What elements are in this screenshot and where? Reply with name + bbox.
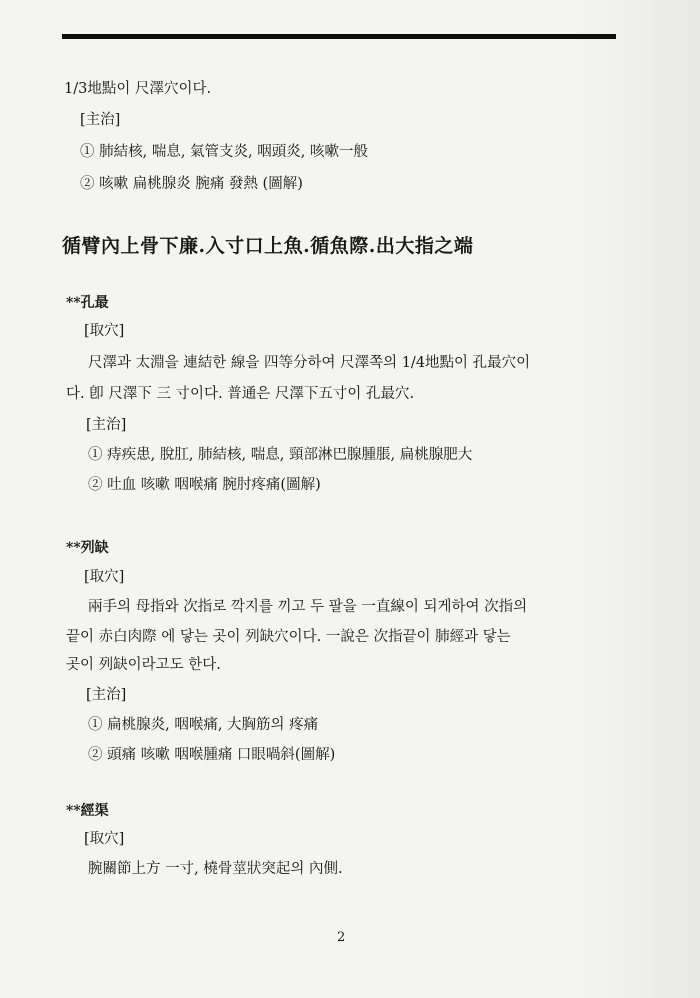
lieque-item-2: ② 頭痛 咳嗽 咽喉腫痛 口眼喎斜(圖解): [88, 747, 336, 763]
intro-line: 1/3地點이 尺澤穴이다.: [64, 81, 212, 97]
section1-item-2: ② 咳嗽 扁桃腺炎 腕痛 發熱 (圖解): [80, 176, 303, 192]
page-number: 2: [337, 930, 346, 945]
kongzui-item-1: ① 痔疾患, 脫肛, 肺結核, 喘息, 頸部淋巴腺腫脹, 扁桃腺肥大: [88, 447, 473, 463]
lieque-para-line-1: 兩手의 母指와 次指로 깍지를 끼고 두 팔을 一直線이 되게하여 次指의: [88, 599, 528, 615]
kongzui-quxue-label: [取穴]: [84, 323, 125, 339]
lieque-para-line-3: 곳이 列缺이라고도 한다.: [66, 657, 221, 673]
meridian-heading: 循臂內上骨下廉.入寸口上魚.循魚際.出大指之端: [62, 235, 474, 257]
kongzui-zhuzhi-label: [主治]: [86, 417, 127, 433]
lieque-title: **列缺: [66, 540, 109, 556]
section1-item-1: ① 肺結核, 喘息, 氣管支炎, 咽頭炎, 咳嗽一般: [80, 144, 368, 160]
kongzui-title: **孔最: [66, 295, 109, 311]
kongzui-item-2: ② 吐血 咳嗽 咽喉痛 腕肘疼痛(圖解): [88, 477, 321, 493]
jingqu-title: **經渠: [66, 803, 109, 819]
section1-zhuzhi-label: [主治]: [80, 112, 121, 128]
lieque-quxue-label: [取穴]: [84, 569, 125, 585]
jingqu-para-line-1: 腕關節上方 一寸, 橈骨莖狀突起의 內側.: [88, 861, 343, 877]
lieque-zhuzhi-label: [主治]: [86, 687, 127, 703]
bleed-through-margin: [570, 0, 700, 998]
kongzui-para-line-2: 다. 卽 尺澤下 三 寸이다. 普通은 尺澤下五寸이 孔最穴.: [66, 386, 415, 402]
jingqu-quxue-label: [取穴]: [84, 831, 125, 847]
lieque-item-1: ① 扁桃腺炎, 咽喉痛, 大胸筋의 疼痛: [88, 717, 319, 733]
top-rule: [62, 34, 616, 39]
lieque-para-line-2: 끝이 赤白肉際 에 닿는 곳이 列缺穴이다. 一說은 次指끝이 肺經과 닿는: [66, 629, 511, 645]
kongzui-para-line-1: 尺澤과 太淵을 連結한 線을 四等分하여 尺澤쪽의 1/4地點이 孔最穴이: [88, 355, 531, 371]
